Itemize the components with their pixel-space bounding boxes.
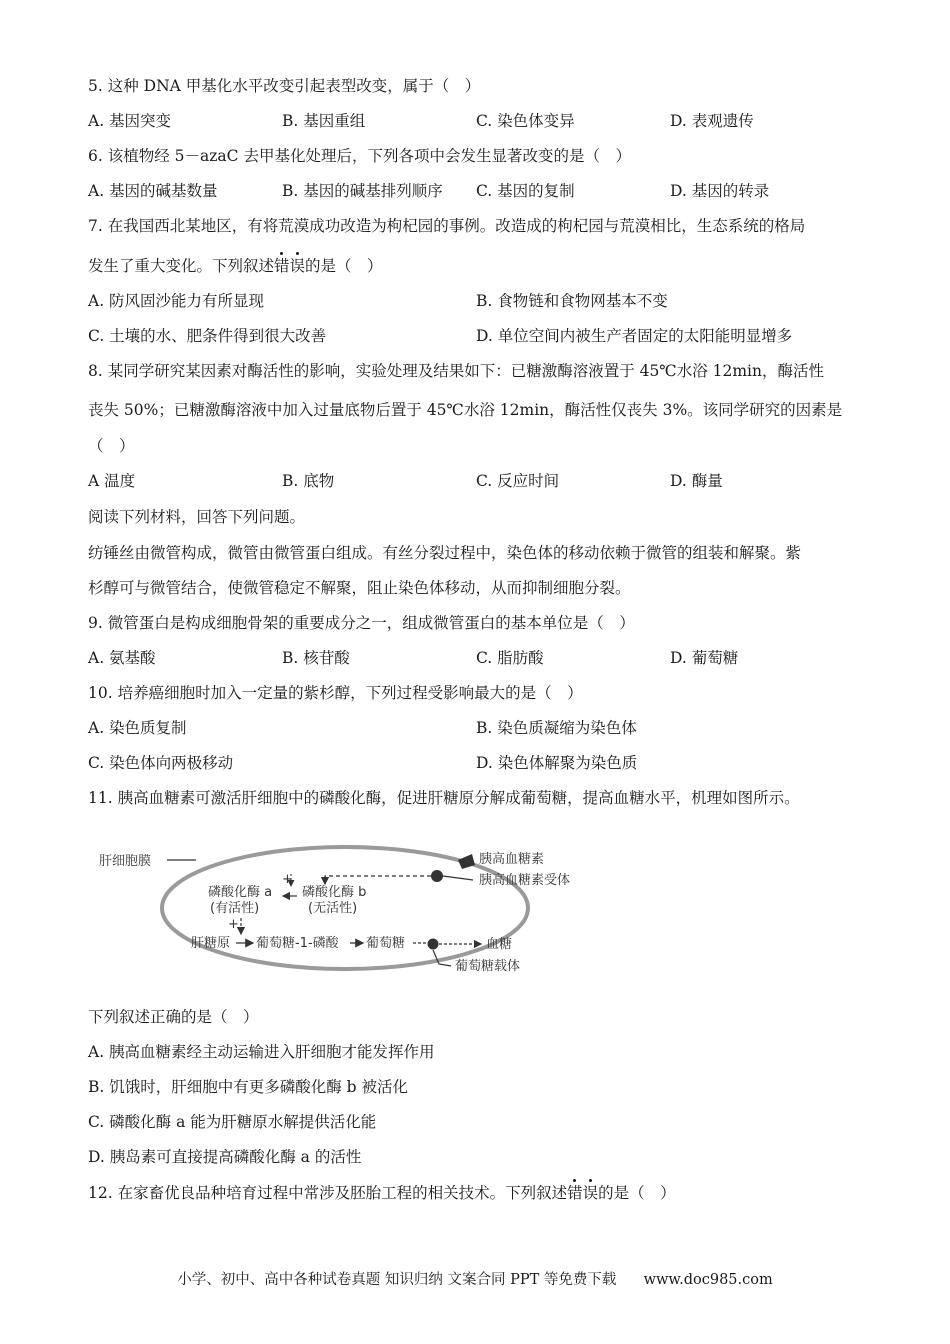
q8-stem-line2: 丧失 50%；已糖激酶溶液中加入过量底物后置于 45℃水浴 12min，酶活性仅丧失 3%。该同学研究的因素是 bbox=[88, 401, 843, 419]
q10-option-b: B. 染色质凝缩为染色体 bbox=[476, 719, 637, 737]
label-hormone: 胰高血糖素 bbox=[479, 852, 545, 867]
q12-stem-pre: 12. 在家畜优良品种培育过程中常涉及胚胎工程的相关技术。下列叙述 bbox=[88, 1184, 568, 1202]
label-glucose: 葡萄糖 bbox=[366, 936, 406, 951]
q12-stem-post: 的是（ ） bbox=[598, 1184, 676, 1202]
label-enzyme-b-note: (无活性) bbox=[308, 901, 358, 916]
q12-stem bbox=[88, 1183, 676, 1203]
q10-option-d: D. 染色体解聚为染色质 bbox=[476, 754, 638, 772]
label-g1p: 葡萄糖-1-磷酸 bbox=[256, 936, 339, 951]
q8-stem-line3: （ ） bbox=[88, 437, 135, 455]
q9-option-a: A. 氨基酸 bbox=[88, 649, 156, 667]
label-enzyme-a-note: (有活性) bbox=[210, 901, 260, 916]
q11-option-b: B. 饥饿时，肝细胞中有更多磷酸化酶 b 被活化 bbox=[88, 1078, 409, 1096]
label-carrier: 葡萄糖载体 bbox=[455, 959, 521, 974]
svg-text:+: + bbox=[228, 917, 239, 932]
q5-option-a: A. 基因突变 bbox=[88, 112, 172, 130]
q11-option-c: C. 磷酸化酶 a 能为肝糖原水解提供活化能 bbox=[88, 1113, 377, 1131]
q5-option-c: C. 染色体变异 bbox=[476, 112, 575, 130]
footer-url[interactable]: www.doc985.com bbox=[643, 1272, 773, 1288]
page-footer bbox=[0, 1268, 950, 1289]
label-membrane: 肝细胞膜 bbox=[99, 854, 152, 869]
q7-stem-line2 bbox=[88, 256, 383, 276]
hormone-shape bbox=[458, 854, 475, 869]
q9-option-c: C. 脂肪酸 bbox=[476, 649, 544, 667]
q7-option-c: C. 土壤的水、肥条件得到很大改善 bbox=[88, 327, 327, 345]
q7-stem-pre: 发生了重大变化。下列叙述 bbox=[88, 257, 275, 275]
q8-option-b: B. 底物 bbox=[282, 472, 335, 490]
q10-option-a: A. 染色质复制 bbox=[88, 719, 187, 737]
q7-option-a: A. 防风固沙能力有所显现 bbox=[88, 292, 265, 310]
receptor-shape bbox=[431, 870, 443, 882]
q8-stem-line1: 8. 某同学研究某因素对酶活性的影响，实验处理及结果如下：已糖激酶溶液置于 45℃水浴 12min，酶活性 bbox=[88, 362, 824, 380]
q6-stem: 6. 该植物经 5－azaC 去甲基化处理后，下列各项中会发生显著改变的是（ ） bbox=[88, 147, 631, 165]
emphasis-char: 误 bbox=[289, 257, 306, 275]
q11-question: 下列叙述正确的是（ ） bbox=[88, 1008, 259, 1026]
reading-para-line1: 纺锤丝由微管构成，微管由微管蛋白组成。有丝分裂过程中，染色体的移动依赖于微管的组装和解聚。紫 bbox=[88, 544, 802, 562]
label-enzyme-b: 磷酸化酶 b bbox=[302, 885, 367, 900]
emphasis-char: 错 bbox=[567, 1184, 583, 1202]
label-glycogen: 肝糖原 bbox=[191, 936, 231, 951]
q7-option-b: B. 食物链和食物网基本不变 bbox=[476, 292, 668, 310]
q8-option-d: D. 酶量 bbox=[670, 472, 723, 490]
q6-option-b: B. 基因的碱基排列顺序 bbox=[282, 182, 443, 200]
q5-option-d: D. 表观遗传 bbox=[670, 112, 754, 130]
q9-option-b: B. 核苷酸 bbox=[282, 649, 350, 667]
footer-text: 小学、初中、高中各种试卷真题 知识归纳 文案合同 PPT 等免费下载 bbox=[177, 1272, 617, 1288]
q7-stem-line1: 7. 在我国西北某地区，有将荒漠成功改造为枸杞园的事例。改造成的枸杞园与荒漠相比，生态系统的格局 bbox=[88, 217, 806, 235]
label-enzyme-a: 磷酸化酶 a bbox=[208, 885, 273, 900]
glycogen-diagram bbox=[95, 838, 595, 988]
q6-option-d: D. 基因的转录 bbox=[670, 182, 770, 200]
q6-option-c: C. 基因的复制 bbox=[476, 182, 575, 200]
q11-option-d: D. 胰岛素可直接提高磷酸化酶 a 的活性 bbox=[88, 1148, 362, 1166]
q9-option-d: D. 葡萄糖 bbox=[670, 649, 739, 667]
reading-intro: 阅读下列材料，回答下列问题。 bbox=[88, 508, 306, 526]
q6-option-a: A. 基因的碱基数量 bbox=[88, 182, 218, 200]
q7-option-d: D. 单位空间内被生产者固定的太阳能明显增多 bbox=[476, 327, 793, 345]
carrier-shape bbox=[428, 939, 439, 950]
emphasis-char: 错 bbox=[274, 257, 290, 275]
q5-option-b: B. 基因重组 bbox=[282, 112, 366, 130]
reading-para-line2: 杉醇可与微管结合，使微管稳定不解聚，阻止染色体移动，从而抑制细胞分裂。 bbox=[88, 579, 631, 597]
q8-option-c: C. 反应时间 bbox=[476, 472, 560, 490]
svg-text:+: + bbox=[282, 872, 293, 887]
q8-option-a: A 温度 bbox=[88, 472, 136, 490]
q11-option-a: A. 胰高血糖素经主动运输进入肝细胞才能发挥作用 bbox=[88, 1043, 435, 1061]
q5-stem: 5. 这种 DNA 甲基化水平改变引起表型改变，属于（ ） bbox=[88, 77, 481, 95]
q10-stem: 10. 培养癌细胞时加入一定量的紫杉醇，下列过程受影响最大的是（ ） bbox=[88, 684, 583, 702]
q10-option-c: C. 染色体向两极移动 bbox=[88, 754, 234, 772]
emphasis-char: 误 bbox=[582, 1184, 599, 1202]
q9-stem: 9. 微管蛋白是构成细胞骨架的重要成分之一，组成微管蛋白的基本单位是（ ） bbox=[88, 614, 635, 632]
label-receptor: 胰高血糖素受体 bbox=[479, 873, 571, 888]
q11-stem: 11. 胰高血糖素可激活肝细胞中的磷酸化酶，促进肝糖原分解成葡萄糖，提高血糖水平，机理如图所示。 bbox=[88, 789, 800, 807]
label-blood-glucose: 血糖 bbox=[486, 937, 513, 952]
q7-stem-post: 的是（ ） bbox=[305, 257, 383, 275]
